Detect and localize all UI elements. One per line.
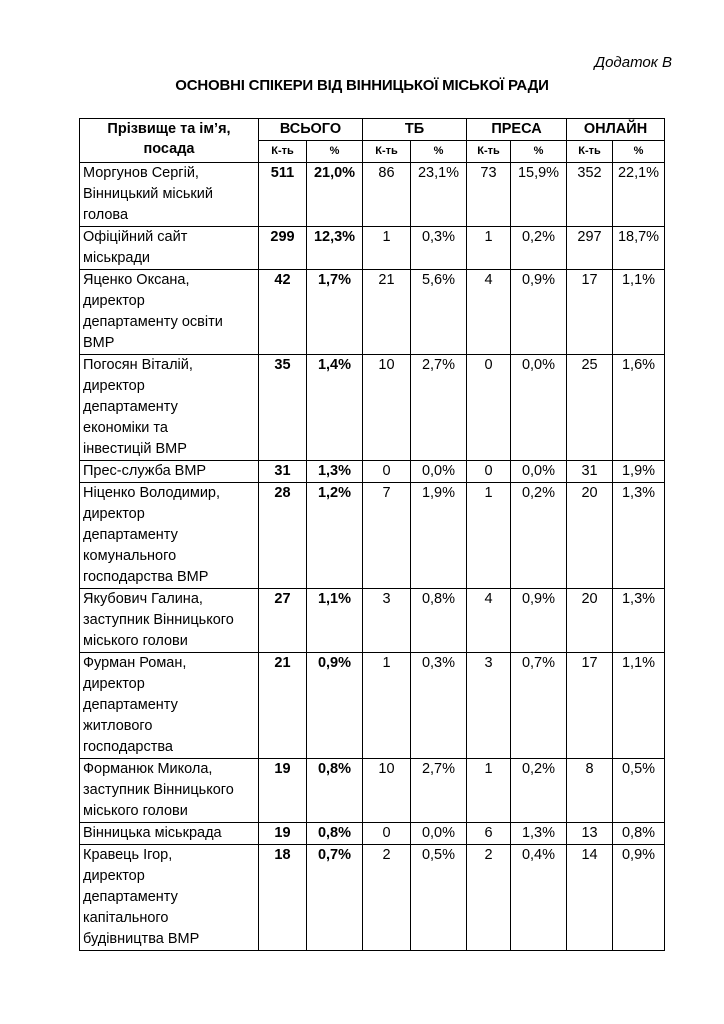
cell-press-pct: 0,2% — [511, 227, 567, 270]
cell-total-pct: 1,1% — [307, 589, 363, 653]
cell-tv-pct: 0,3% — [411, 227, 467, 270]
cell-speaker-name — [80, 461, 259, 483]
cell-online-pct: 0,8% — [613, 823, 665, 845]
column-header-name-line1: Прізвище та ім’я, — [107, 121, 231, 137]
table-row — [80, 845, 665, 951]
cell-tv: 86 — [363, 163, 411, 227]
speaker-name-line: директор — [83, 378, 145, 394]
table-row — [80, 653, 665, 759]
cell-press-pct: 0,4% — [511, 845, 567, 951]
column-group-press: ПРЕСА — [467, 119, 567, 141]
table-row — [80, 270, 665, 355]
speaker-name-line: департаменту — [83, 697, 178, 713]
column-header-name-line2: посада — [143, 141, 195, 157]
cell-tv-pct: 5,6% — [411, 270, 467, 355]
cell-total-pct: 0,7% — [307, 845, 363, 951]
cell-tv-pct: 1,9% — [411, 483, 467, 589]
cell-tv: 1 — [363, 227, 411, 270]
cell-press: 0 — [467, 355, 511, 461]
cell-total-pct: 21,0% — [307, 163, 363, 227]
cell-online: 31 — [567, 461, 613, 483]
speaker-name-line: міськради — [83, 250, 151, 266]
cell-speaker-name — [80, 653, 259, 759]
cell-total: 28 — [259, 483, 307, 589]
table-row — [80, 355, 665, 461]
speaker-name-line: Кравець Ігор, — [83, 847, 173, 863]
cell-total: 299 — [259, 227, 307, 270]
cell-tv: 10 — [363, 355, 411, 461]
table-row — [80, 483, 665, 589]
cell-press-pct: 0,9% — [511, 589, 567, 653]
cell-online-pct: 0,9% — [613, 845, 665, 951]
cell-press-pct: 0,7% — [511, 653, 567, 759]
cell-online: 8 — [567, 759, 613, 823]
speaker-name-line: департаменту — [83, 527, 178, 543]
cell-online: 17 — [567, 270, 613, 355]
column-group-online: ОНЛАЙН — [567, 119, 665, 141]
cell-tv: 1 — [363, 653, 411, 759]
cell-tv-pct: 2,7% — [411, 759, 467, 823]
subheader-pct: % — [411, 141, 467, 163]
subheader-pct: % — [511, 141, 567, 163]
cell-press: 1 — [467, 759, 511, 823]
subheader-pct: % — [613, 141, 665, 163]
cell-total-pct: 1,7% — [307, 270, 363, 355]
page-title: ОСНОВНІ СПІКЕРИ ВІД ВІННИЦЬКОЇ МІСЬКОЇ РАДИ — [175, 77, 549, 94]
table-header-row — [80, 119, 665, 141]
cell-press: 73 — [467, 163, 511, 227]
cell-press: 0 — [467, 461, 511, 483]
cell-total: 511 — [259, 163, 307, 227]
cell-online-pct: 1,3% — [613, 589, 665, 653]
cell-press-pct: 1,3% — [511, 823, 567, 845]
subheader-count: К-ть — [259, 141, 307, 163]
table-row — [80, 589, 665, 653]
cell-online-pct: 1,1% — [613, 653, 665, 759]
cell-press: 4 — [467, 589, 511, 653]
column-header-name — [80, 119, 259, 163]
subheader-count: К-ть — [467, 141, 511, 163]
cell-online: 352 — [567, 163, 613, 227]
cell-speaker-name — [80, 759, 259, 823]
speaker-name-line: департаменту — [83, 399, 178, 415]
cell-press: 3 — [467, 653, 511, 759]
table-row — [80, 759, 665, 823]
cell-online: 20 — [567, 589, 613, 653]
cell-tv: 7 — [363, 483, 411, 589]
cell-speaker-name — [80, 483, 259, 589]
speaker-name-line: департаменту освіти — [83, 314, 223, 330]
cell-speaker-name — [80, 227, 259, 270]
cell-total: 21 — [259, 653, 307, 759]
speaker-name-line: департаменту — [83, 889, 178, 905]
speaker-name-line: комунального — [83, 548, 177, 564]
cell-online: 297 — [567, 227, 613, 270]
cell-total: 35 — [259, 355, 307, 461]
speaker-name-line: Офіційний сайт — [83, 229, 188, 245]
cell-speaker-name — [80, 163, 259, 227]
speaker-name-line: Вінницький міський — [83, 186, 213, 202]
cell-online-pct: 1,6% — [613, 355, 665, 461]
table-row — [80, 461, 665, 483]
speaker-name-line: заступник Вінницького — [83, 612, 234, 628]
cell-press: 2 — [467, 845, 511, 951]
cell-online: 25 — [567, 355, 613, 461]
cell-tv: 0 — [363, 461, 411, 483]
cell-total-pct: 1,3% — [307, 461, 363, 483]
speakers-table — [79, 118, 665, 951]
cell-online-pct: 1,1% — [613, 270, 665, 355]
cell-online-pct: 0,5% — [613, 759, 665, 823]
speaker-name-line: Вінницька міськрада — [83, 825, 222, 841]
speaker-name-line: Моргунов Сергій, — [83, 165, 199, 181]
speaker-name-line: господарства ВМР — [83, 569, 209, 585]
cell-press-pct: 0,2% — [511, 483, 567, 589]
cell-speaker-name — [80, 355, 259, 461]
speaker-name-line: капітального — [83, 910, 169, 926]
speaker-name-line: директор — [83, 868, 145, 884]
cell-total-pct: 0,9% — [307, 653, 363, 759]
cell-tv: 0 — [363, 823, 411, 845]
cell-online-pct: 18,7% — [613, 227, 665, 270]
speaker-name-line: Фурман Роман, — [83, 655, 187, 671]
cell-tv-pct: 0,0% — [411, 823, 467, 845]
cell-total-pct: 12,3% — [307, 227, 363, 270]
cell-total: 18 — [259, 845, 307, 951]
cell-press: 1 — [467, 483, 511, 589]
speaker-name-line: будівництва ВМР — [83, 931, 200, 947]
cell-tv-pct: 23,1% — [411, 163, 467, 227]
speaker-name-line: Ніценко Володимир, — [83, 485, 221, 501]
cell-online: 17 — [567, 653, 613, 759]
cell-online: 14 — [567, 845, 613, 951]
cell-online-pct: 22,1% — [613, 163, 665, 227]
speaker-name-line: голова — [83, 207, 129, 223]
cell-total-pct: 1,2% — [307, 483, 363, 589]
cell-press-pct: 15,9% — [511, 163, 567, 227]
speaker-name-line: міського голови — [83, 633, 188, 649]
cell-tv-pct: 2,7% — [411, 355, 467, 461]
speaker-name-line: ВМР — [83, 335, 115, 351]
speaker-name-line: директор — [83, 293, 145, 309]
speaker-name-line: житлового — [83, 718, 153, 734]
cell-tv-pct: 0,0% — [411, 461, 467, 483]
speaker-name-line: Прес-служба ВМР — [83, 463, 207, 479]
cell-online: 13 — [567, 823, 613, 845]
cell-total: 42 — [259, 270, 307, 355]
cell-total-pct: 1,4% — [307, 355, 363, 461]
cell-tv-pct: 0,5% — [411, 845, 467, 951]
speaker-name-line: інвестицій ВМР — [83, 441, 187, 457]
cell-speaker-name — [80, 589, 259, 653]
cell-total: 19 — [259, 759, 307, 823]
cell-press-pct: 0,2% — [511, 759, 567, 823]
cell-tv-pct: 0,8% — [411, 589, 467, 653]
speaker-name-line: господарства — [83, 739, 173, 755]
cell-total: 19 — [259, 823, 307, 845]
cell-press: 4 — [467, 270, 511, 355]
speaker-name-line: заступник Вінницького — [83, 782, 234, 798]
cell-press: 1 — [467, 227, 511, 270]
speaker-name-line: Погосян Віталій, — [83, 357, 193, 373]
cell-press: 6 — [467, 823, 511, 845]
table-row — [80, 823, 665, 845]
cell-press-pct: 0,0% — [511, 355, 567, 461]
table-body — [80, 163, 665, 951]
speaker-name-line: економіки та — [83, 420, 168, 436]
cell-total-pct: 0,8% — [307, 759, 363, 823]
cell-total-pct: 0,8% — [307, 823, 363, 845]
cell-speaker-name — [80, 845, 259, 951]
cell-tv-pct: 0,3% — [411, 653, 467, 759]
column-group-total: ВСЬОГО — [259, 119, 363, 141]
cell-total: 31 — [259, 461, 307, 483]
speaker-name-line: міського голови — [83, 803, 188, 819]
subheader-count: К-ть — [363, 141, 411, 163]
speaker-name-line: директор — [83, 676, 145, 692]
cell-tv: 21 — [363, 270, 411, 355]
table-row — [80, 163, 665, 227]
cell-press-pct: 0,9% — [511, 270, 567, 355]
table-row — [80, 227, 665, 270]
speaker-name-line: Якубович Галина, — [83, 591, 203, 607]
cell-press-pct: 0,0% — [511, 461, 567, 483]
cell-total: 27 — [259, 589, 307, 653]
cell-tv: 10 — [363, 759, 411, 823]
speaker-name-line: Яценко Оксана, — [83, 272, 190, 288]
cell-online: 20 — [567, 483, 613, 589]
cell-online-pct: 1,9% — [613, 461, 665, 483]
cell-speaker-name — [80, 823, 259, 845]
cell-online-pct: 1,3% — [613, 483, 665, 589]
subheader-count: К-ть — [567, 141, 613, 163]
subheader-pct: % — [307, 141, 363, 163]
column-group-tv: ТБ — [363, 119, 467, 141]
appendix-label: Додаток В — [594, 54, 672, 71]
cell-speaker-name — [80, 270, 259, 355]
cell-tv: 3 — [363, 589, 411, 653]
cell-tv: 2 — [363, 845, 411, 951]
speaker-name-line: Форманюк Микола, — [83, 761, 213, 777]
speaker-name-line: директор — [83, 506, 145, 522]
